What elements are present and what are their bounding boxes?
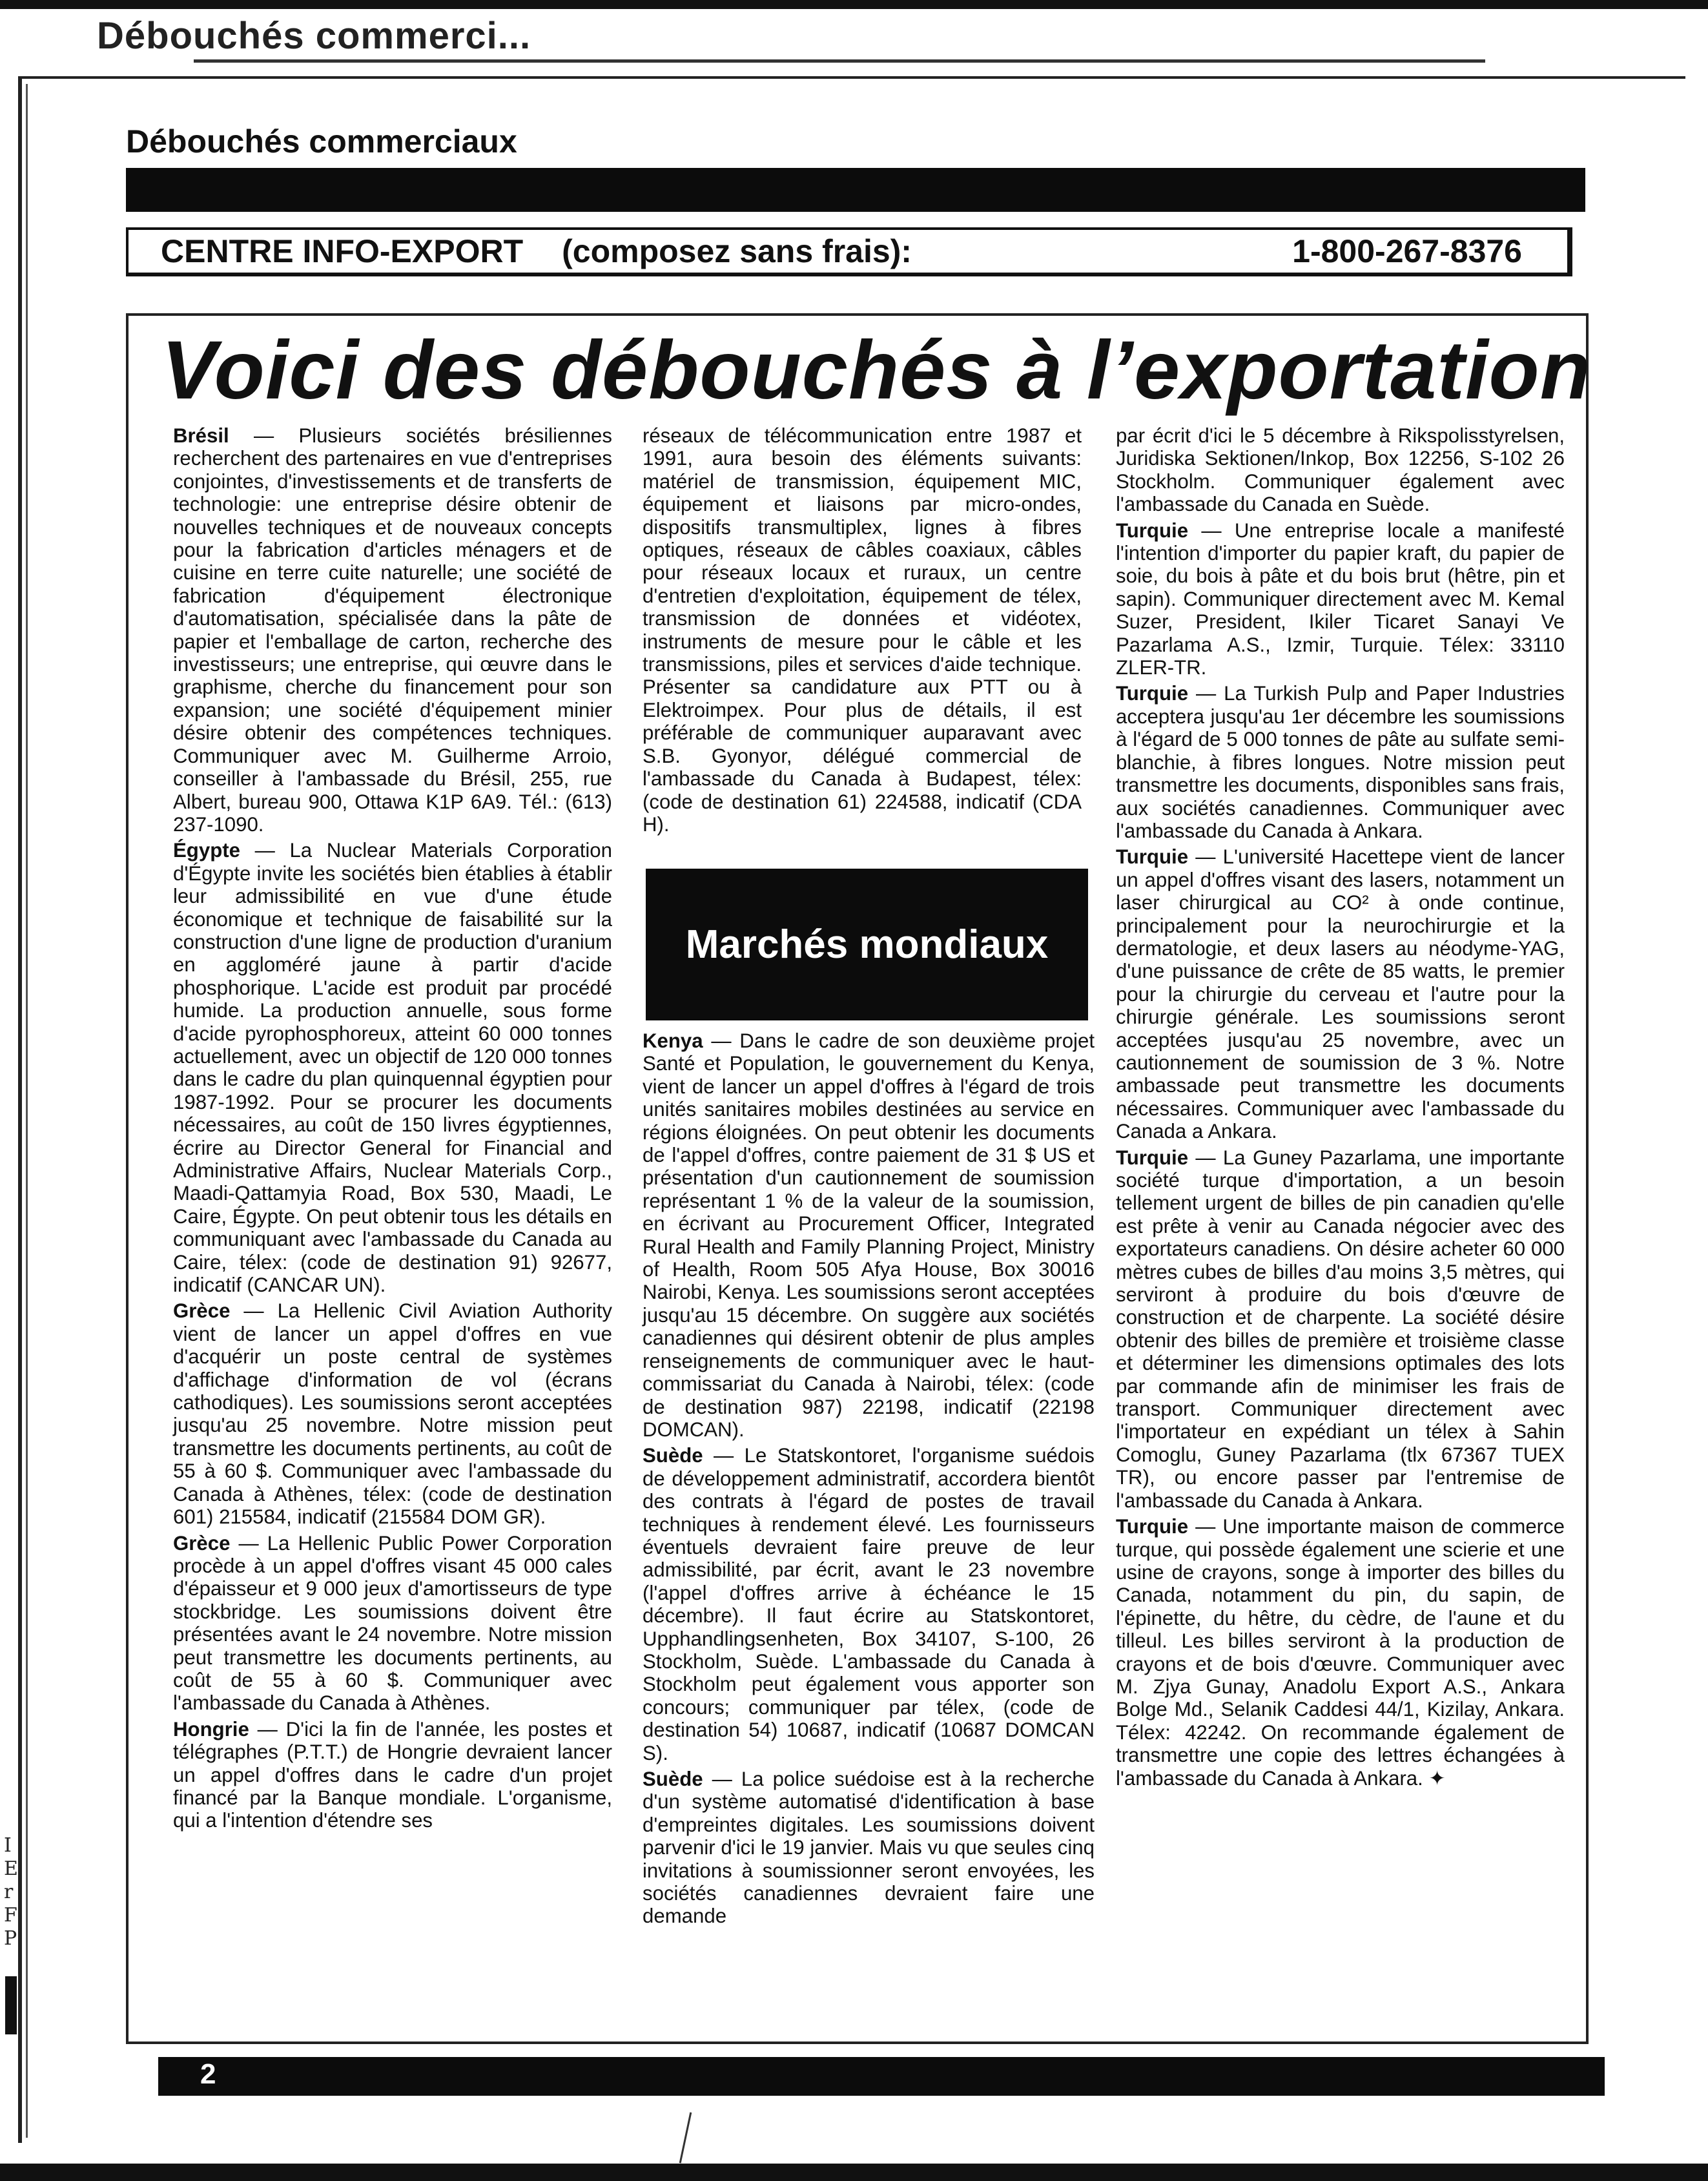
info-export-box	[126, 227, 1572, 276]
article-entry	[1116, 682, 1565, 842]
binding-mark	[5, 1976, 17, 2034]
article-entry	[643, 1444, 1095, 1764]
page-number: 2	[200, 2058, 216, 2090]
article-entry	[1116, 1515, 1565, 1790]
entry-country: Turquie	[1116, 1515, 1189, 1538]
entry-text: — Plusieurs sociétés brésiliennes recherchent des partenaires en vue d'entreprises conjointes, d'investissements et de transferts de technologie: une entreprise désire obtenir de nouvelles techniques et de nouveaux concepts pour la fabrication d'articles ménagers et de cuisine en terre cuite naturelle; une société de fabrication d'équipement électronique d'automatisation, spécialisée dans la pâte de papier et l'emballage de carton, recherche des investisseurs; une entreprise, qui œuvre dans le graphisme, cherche du financement pour son expansion; une société d'équipement minier désire obtenir des compétences techniques. Communiquer avec M. Guilherme Arroio, conseiller à l'ambassade du Brésil, 255, rue Albert, bureau 900, Ottawa K1P 6A9. Tél.: (613) 237-1090.	[173, 424, 612, 836]
page-left-edge-inner	[26, 84, 28, 2138]
marches-mondiaux-banner	[646, 869, 1088, 1020]
article-column-2-top	[643, 424, 1082, 839]
entry-text: par écrit d'ici le 5 décembre à Rikspolisstyrelsen, Juridiska Sektionen/Inkop, Box 12256, S-102 26 Stockholm. Communiquer également avec l'ambassade du Canada en Suède.	[1116, 424, 1565, 516]
info-export-subtitle: (composez sans frais):	[562, 233, 912, 269]
entry-country: Turquie	[1116, 1146, 1189, 1169]
entry-country: Turquie	[1116, 682, 1189, 705]
entry-country: Suède	[643, 1444, 703, 1467]
article-entry	[1116, 519, 1565, 679]
page-left-edge	[18, 76, 22, 2143]
scan-stroke-mark	[679, 2113, 692, 2164]
entry-country: Suède	[643, 1768, 703, 1790]
entry-text: — La Hellenic Public Power Corporation procède à un appel d'offres visant 45 000 cales d'épaisseur et 9 000 jeux d'amortisseurs de type stockbridge. Les soumissions doivent être présentées avant le 24 novembre. Notre mission peut transmettre les documents pertinents, au coût de 55 à 60 $. Communiquer avec l'ambassade du Canada à Athènes.	[173, 1531, 612, 1715]
entry-text: — Dans le cadre de son deuxième projet Santé et Population, le gouvernement du Kenya, vient de lancer un appel d'offres à l'égard de trois unités sanitaires mobiles destinées au service en régions éloignées. On peut obtenir les documents de l'appel d'offres, contre paiement de 31 $ US et présentation d'un cautionnement de soumission représentant 1 % de la valeur de la soumission, en écrivant au Procurement Officer, Integrated Rural Health and Family Planning Project, Ministry of Health, Room 505 Afya House, Box 30016 Nairobi, Kenya. Les soumissions seront acceptées jusqu'au 15 décembre. On suggère aux sociétés canadiennes qui désirent obtenir de plus amples renseignements de communiquer avec le haut-commissariat du Canada à Nairobi, télex: (code de destination 987) 22198, indicatif (22198 DOMCAN).	[643, 1029, 1095, 1441]
entry-country: Kenya	[643, 1029, 703, 1052]
entry-country: Grèce	[173, 1531, 231, 1555]
footer-bar	[158, 2057, 1605, 2096]
entry-country: Brésil	[173, 424, 229, 447]
scan-top-border	[0, 0, 1708, 9]
info-export-phone: 1-800-267-8376	[1292, 233, 1522, 269]
ghost-header-bleed: Débouchés commerci...	[97, 15, 531, 57]
article-entry	[1116, 1146, 1565, 1513]
article-column-1	[173, 424, 612, 1835]
entry-text: — Le Statskontoret, l'organisme suédois de développement administratif, accordera bientôt des contrats à l'égard de postes de travail techniques à rendement élevé. Les fournisseurs éventuels devraient faire preuve de leur admissibilité, par écrit, avant le 23 novembre (l'appel d'offres arrive à échéance le 15 décembre). Il faut écrire au Statskontoret, Upphandlingsenheten, Box 34107, S-100, 26 Stockholm, Suède. L'ambassade du Canada à Stockholm peut également vous apporter son concours; communiquer par télex, (code de destination 54) 10687, indicatif (10687 DOMCAN S).	[643, 1444, 1095, 1764]
article-entry	[173, 1532, 612, 1715]
article-entry	[173, 1299, 612, 1528]
article-entry	[643, 1768, 1095, 1928]
entry-text: — La Turkish Pulp and Paper Industries acceptera jusqu'au 1er décembre les soumissions à l'égard de 5 000 tonnes de pâte au sulfate semi-blanchie, à fibres longues. Notre mission peut transmettre les documents, disponibles sans frais, aux sociétés canadiennes. Communiquer avec l'ambassade du Canada à Ankara.	[1116, 682, 1565, 842]
entry-text: — La Hellenic Civil Aviation Authority vient de lancer un appel d'offres en vue d'acquérir un poste central de systèmes d'affichage d'information de vol (écrans cathodiques). Les soumissions seront acceptées jusqu'au 25 novembre. Notre mission peut transmettre les documents pertinents, au coût de 55 à 60 $. Communiquer avec l'ambassade du Canada à Athènes, télex: (code de destination 601) 215584, indicatif (215584 DOM GR).	[173, 1299, 612, 1529]
marches-mondiaux-label: Marchés mondiaux	[685, 922, 1049, 967]
entry-text: — D'ici la fin de l'année, les postes et télégraphes (P.T.T.) de Hongrie devraient lancer un appel d'offres dans le cadre d'un projet financé par la Banque mondiale. L'organisme, qui a l'intention d'étendre ses	[173, 1717, 612, 1832]
entry-country: Hongrie	[173, 1717, 249, 1741]
entry-country: Égypte	[173, 839, 240, 862]
info-export-name: CENTRE INFO-EXPORT	[161, 233, 524, 269]
entry-country: Turquie	[1116, 845, 1189, 869]
article-entry	[643, 424, 1082, 836]
article-entry	[643, 1029, 1095, 1441]
entry-text: réseaux de télécommunication entre 1987 et 1991, aura besoin des éléments suivants: matériel de transmission, équipement MIC, équipement et liaisons par micro-ondes, dispositifs transmultiplex, lignes à fibres optiques, réseaux de câbles coaxiaux, câbles pour réseaux locaux et ruraux, un centre d'entretien d'exploitation, équipement de télex, transmission de données et vidéotex, instruments de mesure pour le câble et les transmissions, piles et services d'aide technique. Présenter sa candidature aux PTT ou à Elektroimpex. Pour plus de détails, il est préférable de communiquer auparavant avec S.B. Gyonyor, délégué commercial de l'ambassade du Canada à Budapest, télex: (code de destination 61) 224588, indicatif (CDA H).	[643, 424, 1082, 836]
article-entry	[1116, 845, 1565, 1142]
entry-text: — La Nuclear Materials Corporation d'Égypte invite les sociétés bien établies à établir leur admissibilité en vue d'une étude économique et technique de faisabilité sur la construction d'une ligne de production d'uranium en aggloméré jaune à partir d'acide phosphorique. L'acide est produit par procédé humide. La production annuelle, sous forme d'acide pyrophosphoreux, atteint 60 000 tonnes actuellement, avec un objectif de 120 000 tonnes dans le cadre du plan quinquennal égyptien pour 1987-1992. Pour se procurer les documents nécessaires, au coût de 150 livres égyptiennes, écrire au Director General for Financial and Administrative Affairs, Nuclear Materials Corp., Maadi-Qattamyia Road, Box 530, Maadi, Le Caire, Égypte. On peut obtenir tous les détails en communiquant avec l'ambassade du Canada au Caire, télex: (code de destination 91) 92677, indicatif (CANCAR UN).	[173, 839, 612, 1297]
article-column-2-bottom	[643, 1029, 1095, 1931]
article-entry	[173, 839, 612, 1296]
entry-country: Grèce	[173, 1299, 231, 1323]
header-black-bar	[126, 168, 1585, 212]
article-title: Voici des débouchés à l’exportation	[161, 324, 1591, 417]
article-entry	[173, 1718, 612, 1832]
article-column-3	[1116, 424, 1565, 1793]
margin-scan-text: I E r F P	[4, 1834, 18, 1950]
article-entry	[1116, 424, 1565, 516]
entry-text: — Une entreprise locale a manifesté l'intention d'importer du papier kraft, du papier de soie, du bois à pâte et du bois brut (hêtre, pin et sapin). Communiquer directement avec M. Kemal Suzer, President, Ikiler Ticaret Sanayi Ve Pazarlama A.S., Izmir, Turquie. Télex: 33110 ZLER-TR.	[1116, 519, 1565, 679]
entry-country: Turquie	[1116, 519, 1189, 542]
entry-text: — La police suédoise est à la recherche d'un système automatisé d'identification à base d'empreintes digitales. Les soumissions doivent parvenir d'ici le 19 janvier. Mais vu que seules cinq invitations à soumissionner seront envoyées, les sociétés canadiennes devraient faire une demande	[643, 1768, 1095, 1928]
entry-text: — La Guney Pazarlama, une importante société turque d'importation, a un besoin tellement urgent de billes de pin canadien qu'elle est prête à venir au Canada négocier avec des exportateurs canadiens. On désire acheter 60 000 mètres cubes de billes d'au moins 3,5 mètres, qui serviront à produire du bois d'œuvre de construction et de charpente. La société désire obtenir des billes de première et troisième classe et déterminer les dimensions optimales des lots par commande afin de minimiser les frais de transport. Communiquer directement avec l'importateur en expédiant un télex à Sahin Comoglu, Guney Pazarlama (tlx 67367 TUEX TR), ou encore passer par l'entremise de l'ambassade du Canada à Ankara.	[1116, 1146, 1565, 1512]
top-rule	[194, 59, 1485, 63]
scan-bottom-border	[0, 2164, 1708, 2181]
page-top-edge	[19, 76, 1685, 79]
section-title: Débouchés commerciaux	[126, 123, 517, 160]
entry-text: — Une importante maison de commerce turque, qui possède également une scierie et une usine de crayons, songe à importer des billes du Canada, notamment du pin, du sapin, de l'épinette, du hêtre, du cèdre, de l'aune et du tilleul. Les billes serviront à la production de crayons et de bois d'œuvre. Communiquer avec M. Zjya Gunay, Anadolu Export A.S., Ankara Bolge Md., Selanik Caddesi 44/1, Kizilay, Ankara. Télex: 42242. On recommande également de transmettre une copie des lettres échangées à l'ambassade du Canada à Ankara. ✦	[1116, 1515, 1565, 1790]
article-entry	[173, 424, 612, 836]
entry-text: — L'université Hacettepe vient de lancer un appel d'offres visant des lasers, notamment un laser chirurgical au CO² à onde continue, principalement pour la neurochirurgie et la dermatologie, et deux lasers au néodyme-YAG, d'une puissance de crête de 85 watts, le premier pour la chirurgie du cerveau et l'autre pour la chirurgie générale. Les soumissions seront acceptées jusqu'au 25 novembre, avec un cautionnement de soumission de 3 %. Notre ambassade peut transmettre les documents nécessaires. Communiquer avec l'ambassade du Canada a Ankara.	[1116, 845, 1565, 1143]
